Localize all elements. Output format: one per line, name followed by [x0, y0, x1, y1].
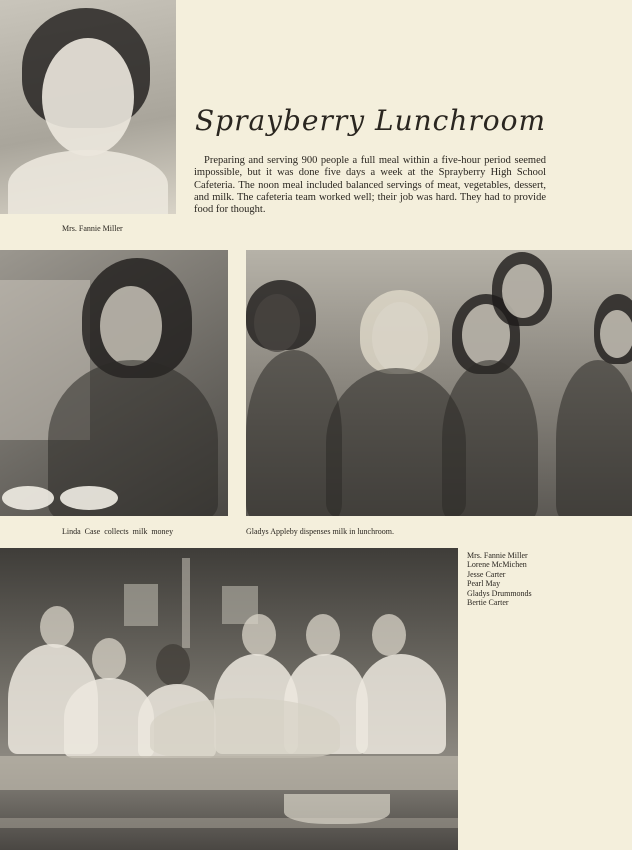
gladys-appleby-caption: Gladys Appleby dispenses milk in lunchroom. — [246, 527, 394, 536]
staff-names-list — [467, 551, 532, 607]
staff-name: Lorene McMichen — [467, 560, 527, 570]
cafeteria-staff-photo — [0, 548, 458, 850]
page-title: Sprayberry Lunchroom — [195, 104, 547, 137]
staff-name: Mrs. Fannie Miller — [467, 551, 528, 560]
portrait-photo — [0, 0, 176, 214]
staff-name: Gladys Drummonds — [467, 588, 532, 598]
staff-name: Bertie Carter — [467, 598, 509, 608]
linda-case-photo — [0, 250, 228, 516]
intro-paragraph: Preparing and serving 900 people a full meal within a five-hour period seemed impossible, but it was done five days a week at the Sprayberry High School Cafeteria. The noon meal included balanced servings of meat, vegetables, dessert, and milk. The cafeteria team worked well; their job was hard. They had to provide food for thought. — [194, 155, 546, 216]
staff-name: Jesse Carter — [467, 569, 506, 579]
gladys-appleby-photo — [246, 250, 632, 516]
staff-name: Pearl May — [467, 579, 501, 589]
portrait-caption: Mrs. Fannie Miller — [62, 224, 123, 233]
linda-case-caption: Linda Case collects milk money — [62, 527, 174, 536]
